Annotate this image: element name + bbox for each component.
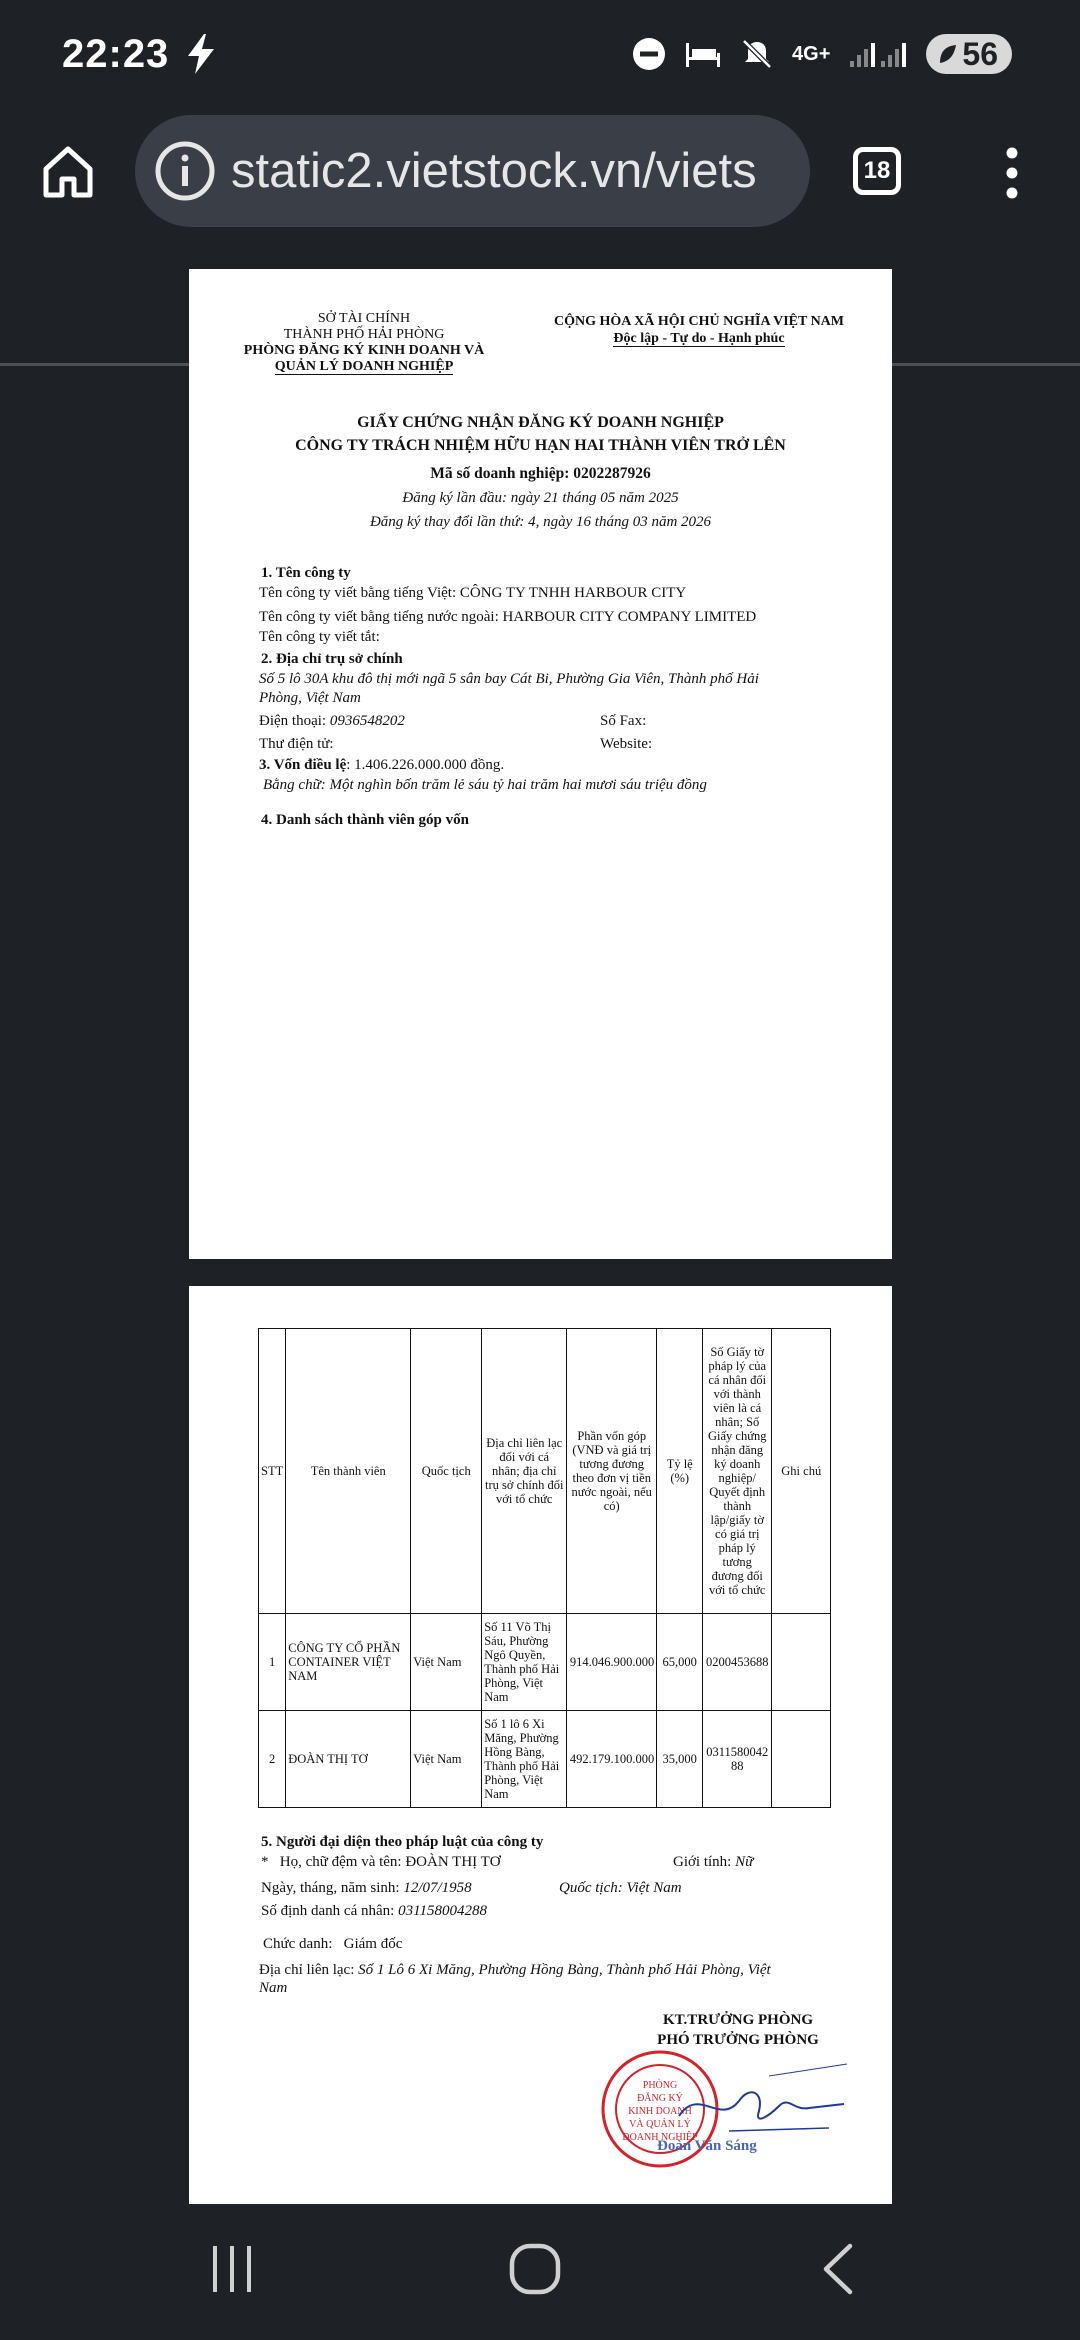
tab-switcher-button[interactable]: 18 xyxy=(853,147,901,195)
contact-label: Địa chỉ liên lạc: xyxy=(259,1962,355,1978)
dob-value: 12/07/1958 xyxy=(403,1880,472,1896)
battery-level: 56 xyxy=(962,35,998,72)
home-icon[interactable] xyxy=(40,143,96,199)
header-cell: STT xyxy=(259,1329,286,1614)
first-registration: Đăng ký lần đầu: ngày 21 tháng 05 năm 2025 xyxy=(402,490,679,506)
stamp-line: PHÒNG xyxy=(642,2080,678,2091)
section-1-title: 1. Tên công ty xyxy=(261,565,351,581)
home-nav-icon[interactable] xyxy=(508,2242,562,2296)
status-time: 22:23 xyxy=(62,32,170,76)
signal-icon xyxy=(848,39,908,69)
enterprise-code: Mã số doanh nghiệp: 0202287926 xyxy=(430,465,651,482)
gender-label: Giới tính: xyxy=(673,1854,732,1870)
dob-label: Ngày, tháng, năm sinh: xyxy=(261,1880,400,1896)
contact-value-cont: Nam xyxy=(259,1980,288,1996)
rep-name xyxy=(261,1854,501,1871)
national-title: CỘNG HÒA XÃ HỘI CHỦ NGHĨA VIỆT NAM xyxy=(553,314,844,329)
email-label: Thư điện tử: xyxy=(259,736,334,752)
nationality-value: Việt Nam xyxy=(626,1880,682,1896)
gender-value: Nữ xyxy=(735,1854,754,1870)
row-cell: CÔNG TY CỔ PHẦN CONTAINER VIỆT NAM xyxy=(286,1614,411,1711)
navigation-bar xyxy=(0,2210,1080,2340)
members-table xyxy=(258,1328,831,1808)
position-label: Chức danh: xyxy=(263,1936,333,1952)
recent-apps-icon[interactable] xyxy=(210,2244,254,2294)
row-cell xyxy=(772,1711,831,1808)
row-cell: 65,000 xyxy=(657,1614,703,1711)
header-cell: Tên thành viên xyxy=(286,1329,411,1614)
browser-toolbar xyxy=(0,115,1080,250)
header-cell: Tỷ lệ (%) xyxy=(657,1329,703,1614)
row-cell: 031158004288 xyxy=(703,1711,772,1808)
phone xyxy=(259,713,405,730)
website-label: Website: xyxy=(600,736,653,752)
row-cell: Việt Nam xyxy=(411,1711,482,1808)
title-line-2: CÔNG TY TRÁCH NHIỆM HỮU HẠN HAI THÀNH VIÊN TRỞ LÊN xyxy=(295,437,786,454)
issuer-line: SỞ TÀI CHÍNH xyxy=(317,311,411,326)
charging-bolt-icon xyxy=(186,34,216,74)
header-cell: Số Giấy tờ pháp lý của cá nhân đối với thành viên là cá nhân; Số Giấy chứng nhận đăng ký doanh nghiệp/ Quyết định thành lập/giấy tờ có giá trị pháp lý tương đương đối với tổ chức xyxy=(703,1329,772,1614)
phone-label: Điện thoại: xyxy=(259,713,327,729)
battery-icon xyxy=(926,34,1012,74)
rep-gender xyxy=(673,1854,753,1871)
title-line-1: GIẤY CHỨNG NHẬN ĐĂNG KÝ DOANH NGHIỆP xyxy=(357,414,724,431)
row-cell: ĐOÀN THỊ TƠ xyxy=(286,1711,411,1808)
issuer-line: PHÒNG ĐĂNG KÝ KINH DOANH VÀ xyxy=(243,343,485,358)
mute-icon xyxy=(740,37,774,71)
phone-value: 0936548202 xyxy=(329,713,405,729)
head-office-address: Số 5 lô 30A khu đô thị mới ngã 5 sân bay Cát Bi, Phường Gia Viên, Thành phố Hải xyxy=(259,671,759,687)
network-type: 4G+ xyxy=(792,43,831,65)
rep-id xyxy=(261,1903,487,1920)
row-cell: 914.046.900.000 xyxy=(567,1614,657,1711)
signer-title-2: PHÓ TRƯỞNG PHÒNG xyxy=(657,2032,819,2048)
change-registration: Đăng ký thay đổi lần thứ: 4, ngày 16 tháng 03 năm 2026 xyxy=(369,514,712,530)
row-cell: 492.179.100.000 xyxy=(567,1711,657,1808)
company-name-foreign: Tên công ty viết bằng tiếng nước ngoài: HARBOUR CITY COMPANY LIMITED xyxy=(259,609,757,625)
signature-mark xyxy=(669,2056,849,2146)
status-bar xyxy=(0,0,1080,115)
header-cell: Quốc tịch xyxy=(411,1329,482,1614)
document-page-2 xyxy=(189,1286,892,2204)
charter-capital-value: : 1.406.226.000.000 đồng. xyxy=(346,757,505,773)
document-title xyxy=(189,411,892,457)
table-row xyxy=(259,1614,831,1711)
rep-position xyxy=(263,1936,402,1953)
row-cell: 2 xyxy=(259,1711,286,1808)
back-nav-icon[interactable] xyxy=(820,2242,856,2296)
rep-nationality xyxy=(559,1880,682,1897)
row-cell: Số 1 lô 6 Xi Măng, Phường Hồng Bàng, Thành phố Hải Phòng, Việt Nam xyxy=(482,1711,567,1808)
charter-capital-words: Bằng chữ: Một nghìn bốn trăm lẻ sáu tỷ hai trăm hai mươi sáu triệu đồng xyxy=(263,777,707,793)
sleep-icon xyxy=(684,39,722,69)
national-motto: Độc lập - Tự do - Hạnh phúc xyxy=(613,331,785,346)
nationality-label: Quốc tịch: xyxy=(559,1880,623,1896)
issuer-header xyxy=(239,311,489,375)
row-cell: Việt Nam xyxy=(411,1614,482,1711)
stamp-line: KINH DOANH xyxy=(628,2106,692,2117)
document-page-1 xyxy=(189,269,892,1259)
rep-bullet: * xyxy=(261,1854,269,1870)
section-2-title: 2. Địa chỉ trụ sở chính xyxy=(261,651,403,667)
rep-dob xyxy=(261,1880,472,1897)
issuer-line: THÀNH PHỐ HẢI PHÒNG xyxy=(283,327,445,342)
charter-capital-label: 3. Vốn điều lệ xyxy=(259,757,347,773)
site-info-icon[interactable] xyxy=(153,139,217,203)
section-5-title: 5. Người đại diện theo pháp luật của công ty xyxy=(261,1834,544,1850)
header-cell: Phần vốn góp (VNĐ và giá trị tương đương theo đơn vị tiền nước ngoài, nếu có) xyxy=(567,1329,657,1614)
company-name-vn: Tên công ty viết bằng tiếng Việt: CÔNG TY TNHH HARBOUR CITY xyxy=(259,585,687,601)
head-office-address-cont: Phòng, Việt Nam xyxy=(259,690,361,706)
national-header xyxy=(524,313,874,347)
company-name-short: Tên công ty viết tắt: xyxy=(259,629,380,645)
more-menu-icon[interactable] xyxy=(1000,145,1024,201)
url-bar[interactable] xyxy=(135,115,810,227)
row-cell: 35,000 xyxy=(657,1711,703,1808)
fax-label: Số Fax: xyxy=(600,713,647,729)
row-cell: 1 xyxy=(259,1614,286,1711)
stamp-line: DOANH NGHIỆP xyxy=(622,2132,698,2143)
signer-title-1: KT.TRƯỞNG PHÒNG xyxy=(663,2012,813,2028)
stamp-line: ĐĂNG KÝ xyxy=(637,2093,683,2104)
row-cell: Số 11 Võ Thị Sáu, Phường Ngô Quyền, Thành phố Hải Phòng, Việt Nam xyxy=(482,1614,567,1711)
dnd-icon xyxy=(632,37,666,71)
header-cell: Ghi chú xyxy=(772,1329,831,1614)
signer-name: Đoàn Văn Sáng xyxy=(657,2138,757,2154)
section-4-title: 4. Danh sách thành viên góp vốn xyxy=(261,812,469,828)
header-cell: Địa chỉ liên lạc đối với cá nhân; địa chỉ trụ sở chính đối với tổ chức xyxy=(482,1329,567,1614)
url-text[interactable]: static2.vietstock.vn/viets xyxy=(231,144,757,198)
table-header-row xyxy=(259,1329,831,1614)
rep-contact xyxy=(259,1962,771,1979)
charter-capital xyxy=(259,757,504,774)
contact-value: Số 1 Lô 6 Xi Măng, Phường Hồng Bàng, Thành phố Hải Phòng, Việt xyxy=(358,1962,771,1978)
position-value: Giám đốc xyxy=(343,1936,403,1952)
stamp-line: VÀ QUẢN LÝ xyxy=(629,2119,691,2130)
rep-name-text: Họ, chữ đệm và tên: ĐOÀN THỊ TƠ xyxy=(279,1854,501,1870)
id-label: Số định danh cá nhân: xyxy=(261,1903,395,1919)
table-row xyxy=(259,1711,831,1808)
row-cell xyxy=(772,1614,831,1711)
row-cell: 0200453688 xyxy=(703,1614,772,1711)
id-value: 031158004288 xyxy=(398,1903,487,1919)
issuer-line: QUẢN LÝ DOANH NGHIỆP xyxy=(274,359,454,374)
